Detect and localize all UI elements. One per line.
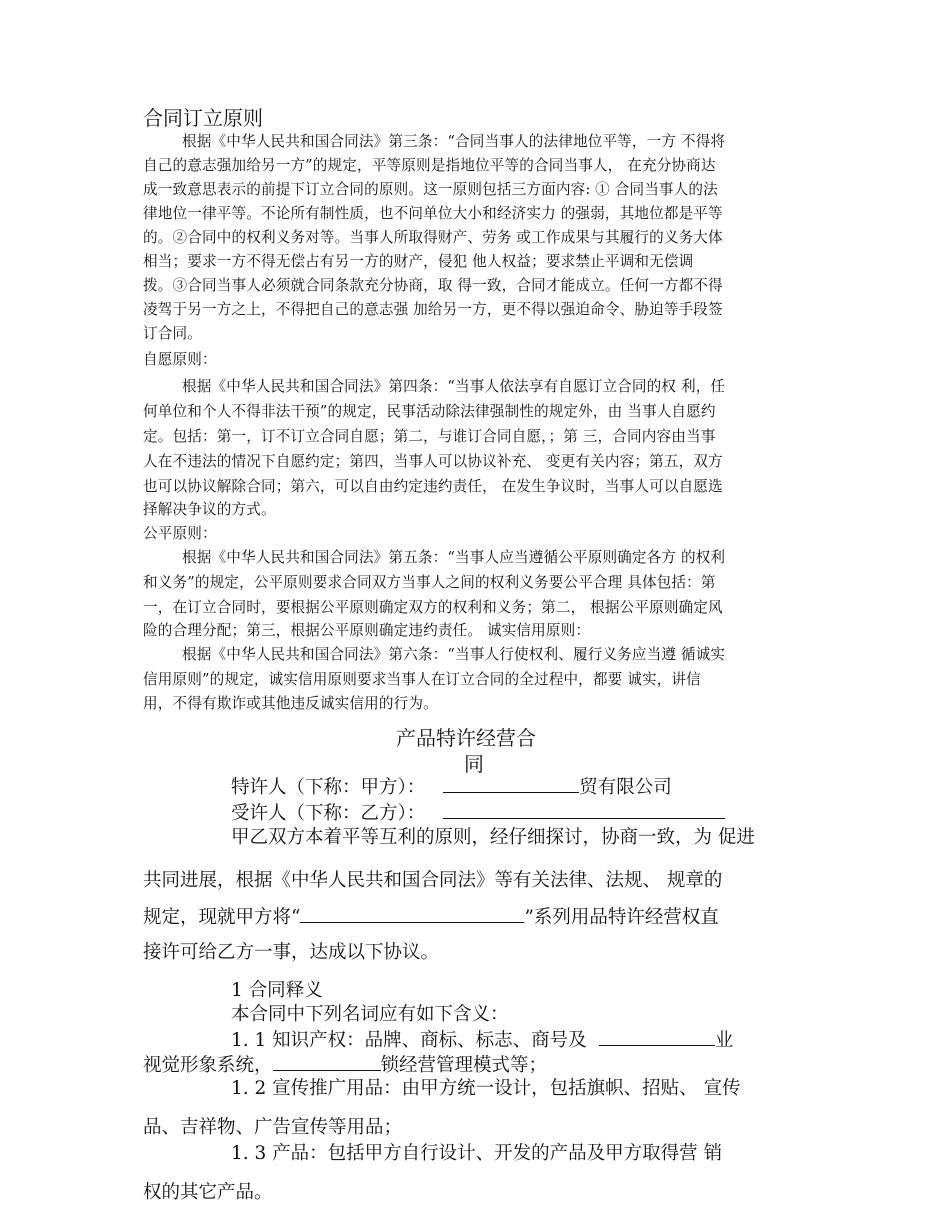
paragraph-line: 自己的意志强加给另一方”的规定，平等原则是指地位平等的合同当事人， 在充分协商达 [143,157,716,174]
section-heading: 公平原则： [143,525,217,542]
paragraph-line: 一，在订立合同时，要根据公平原则确定双方的权利和义务；第二， 根据公平原则确定风 [143,599,723,616]
paragraph-line: 根据《中华人民共和国合同法》第六条：“当事人行使权利、履行义务应当遵 循诚实 [182,646,726,663]
item-suffix: 锁经营管理模式等； [380,1055,548,1076]
clause-item-1-3: 1. 3 产品：包括甲方自行设计、开发的产品及甲方取得营 销 [231,1143,723,1164]
paragraph-line: 律地位一律平等。不论所有制性质，也不问单位大小和经济实力 的强弱，其地位都是平等 [143,205,723,222]
paragraph-line: 定。包括：第一，订不订立合同自愿；第二，与谁订合同自愿，；第 三，合同内容由当事 [143,428,716,445]
paragraph-line: 订合同。 [143,325,202,342]
item-suffix: 业 [714,1030,734,1051]
franchisor-name-blank[interactable] [443,772,579,793]
paragraph-line: 人在不违法的情况下自愿约定；第四，当事人可以协议补充、 变更有关内容；第五，双方 [143,453,723,470]
paragraph-line: 和义务”的规定，公平原则要求合同双方当事人之间的权利义务要公平合理 具体包括：第 [143,574,716,591]
intro-suffix: ”系列用品特许经营权直 [524,907,719,928]
franchisee-line [231,798,725,825]
paragraph-line: 根据《中华人民共和国合同法》第四条：“当事人依法享有自愿订立合同的权 利，任 [182,378,726,395]
paragraph-line: 险的合理分配；第三，根据公平原则确定违约责任。 诚实信用原则： [143,622,591,639]
clause-intro: 本合同中下列名词应有如下含义： [231,1004,509,1025]
brand-name-blank[interactable] [300,902,524,923]
clause-item-1-3-continued: 权的其它产品。 [143,1182,273,1203]
intro-line: 共同进展，根据《中华人民共和国合同法》等有关法律、法规、 规章的 [143,870,723,891]
paragraph-line: 何单位和个人不得非法干预”的规定，民事活动除法律强制性的规定外，由 当事人自愿约 [143,403,716,420]
franchisee-name-blank[interactable] [443,798,725,819]
franchisor-suffix: 贸有限公司 [579,777,672,798]
chain-blank[interactable] [273,1050,381,1071]
paragraph-line: 拨。③合同当事人必须就合同条款充分协商，取 得一致，合同才能成立。任何一方都不得 [143,277,723,294]
intro-line-with-blank [143,902,719,929]
paragraph-line: 也可以协议解除合同；第六，可以自由约定违约责任， 在发生争议时，当事人可以自愿选 [143,478,723,495]
paragraph-line: 的。②合同中的权利义务对等。当事人所取得财产、劳务 或工作成果与其履行的义务大体 [143,229,723,246]
paragraph-line: 用，不得有欺诈或其他违反诚实信用的行为。 [143,695,438,712]
clause-item-1-1-continued [143,1050,547,1077]
section-heading: 自愿原则： [143,351,217,368]
paragraph-line: 信用原则”的规定，诚实信用原则要求当事人在订立合同的全过程中，都要 诚实，讲信 [143,671,701,688]
section-title: 合同订立原则 [143,106,263,130]
contract-title: 产品特许经营合 [396,726,536,750]
contract-title-continued: 同 [464,752,484,776]
paragraph-line: 相当；要求一方不得无偿占有另一方的财产，侵犯 他人权益；要求禁止平调和无偿调 [143,253,694,270]
clause-item-1-2: 1. 2 宣传推广用品：由甲方统一设计，包括旗帜、招贴、 宣传 [231,1078,741,1099]
clause-item-1-2-continued: 品、吉祥物、广告宣传等用品； [143,1117,403,1138]
franchisee-label: 受许人（下称：乙方）： [231,803,426,824]
clause-heading: 1 合同释义 [231,980,323,1001]
intro-prefix: 规定，现就甲方将“ [143,907,301,928]
franchisor-line [231,772,672,799]
paragraph-line: 成一致意思表示的前提下订立合同的原则。这一原则包括三方面内容: ① 合同当事人的法 [143,181,718,198]
franchisor-label: 特许人（下称：甲方）： [231,777,426,798]
paragraph-line: 择解决争议的方式。 [143,501,276,518]
item-prefix: 1. 1 知识产权：品牌、商标、标志、商号及 [231,1030,587,1051]
intro-line: 接许可给乙方一事，达成以下协议。 [143,942,440,963]
clause-item-1-1 [231,1025,733,1052]
intro-line: 甲乙双方本着平等互利的原则，经仔细探讨，协商一致，为 促进 [231,827,755,848]
paragraph-line: 凌驾于另一方之上，不得把自己的意志强 加给另一方，更不得以强迫命令、胁迫等手段签 [143,301,723,318]
item-prefix: 视觉形象系统， [143,1055,273,1076]
paragraph-line: 根据《中华人民共和国合同法》第三条：“合同当事人的法律地位平等，一方 不得将 [182,133,726,150]
brand-blank[interactable] [599,1025,715,1046]
paragraph-line: 根据《中华人民共和国合同法》第五条：“当事人应当遵循公平原则确定各方 的权利 [182,549,726,566]
